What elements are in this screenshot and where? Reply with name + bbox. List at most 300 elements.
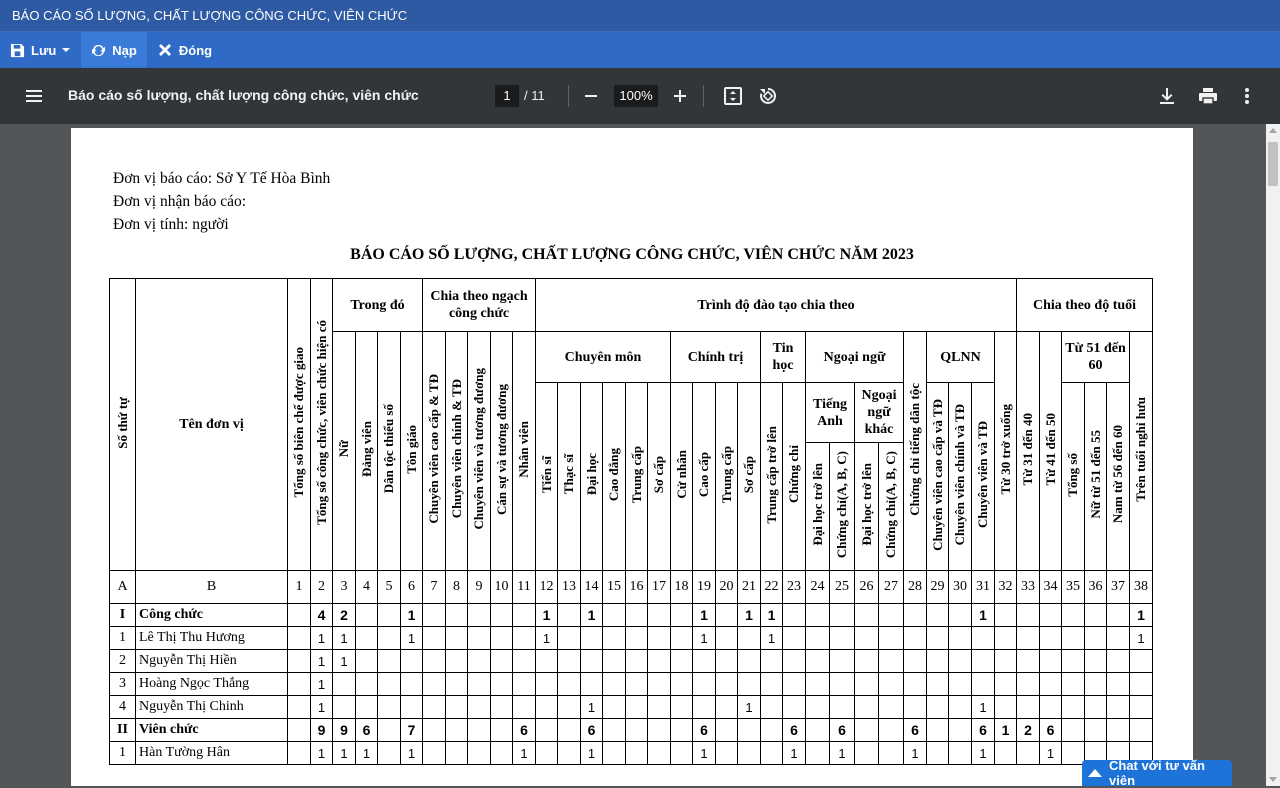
table-cell xyxy=(995,673,1017,696)
table-cell xyxy=(693,696,716,719)
header-cansu: Cán sự và tương đương xyxy=(491,332,513,571)
table-cell xyxy=(1085,650,1107,673)
table-cell xyxy=(558,627,581,650)
table-cell xyxy=(995,627,1017,650)
table-cell xyxy=(648,742,671,765)
table-cell: 1 xyxy=(401,627,423,650)
scroll-down-icon[interactable] xyxy=(1269,777,1277,782)
numbering-row xyxy=(110,571,1153,604)
table-cell xyxy=(806,673,830,696)
table-group-row xyxy=(110,604,1153,627)
table-cell xyxy=(491,719,513,742)
row-stt: 1 xyxy=(110,742,136,765)
header-cv: Chuyên viên và tương đương xyxy=(468,332,491,571)
header-tongiao: Tôn giáo xyxy=(401,332,423,571)
table-cell xyxy=(468,604,491,627)
table-cell xyxy=(1130,673,1153,696)
table-cell xyxy=(378,627,401,650)
table-cell xyxy=(927,604,949,627)
table-cell xyxy=(879,627,904,650)
table-cell xyxy=(423,627,446,650)
column-number: 8 xyxy=(446,571,468,604)
close-icon xyxy=(157,42,173,58)
table-cell xyxy=(927,719,949,742)
column-number: 29 xyxy=(927,571,949,604)
table-cell xyxy=(423,696,446,719)
table-cell xyxy=(423,604,446,627)
table-cell xyxy=(738,650,761,673)
table-cell: 1 xyxy=(311,673,333,696)
table-cell: 1 xyxy=(783,742,806,765)
table-cell xyxy=(972,627,995,650)
table-cell xyxy=(491,604,513,627)
table-cell xyxy=(581,627,603,650)
table-cell: 1 xyxy=(1130,604,1153,627)
table-cell xyxy=(378,696,401,719)
header-tiensi: Tiến sĩ xyxy=(536,383,558,571)
table-cell xyxy=(288,673,311,696)
column-number: 18 xyxy=(671,571,693,604)
table-cell xyxy=(1017,604,1040,627)
table-cell xyxy=(716,719,738,742)
table-cell xyxy=(830,696,855,719)
table-cell: 6 xyxy=(783,719,806,742)
header-socap: Sơ cấp xyxy=(648,383,671,571)
row-name: Viên chức xyxy=(136,719,288,742)
print-icon[interactable] xyxy=(1197,85,1219,107)
table-cell xyxy=(1040,604,1062,627)
table-cell xyxy=(949,696,972,719)
table-cell xyxy=(855,696,879,719)
header-ccabc2: Chứng chỉ(A, B, C) xyxy=(879,443,904,571)
table-cell xyxy=(423,742,446,765)
table-cell xyxy=(879,719,904,742)
close-button[interactable] xyxy=(147,32,222,68)
toolbar-divider xyxy=(568,85,569,107)
table-cell xyxy=(378,719,401,742)
table-cell xyxy=(603,673,626,696)
table-cell xyxy=(927,627,949,650)
column-number: 12 xyxy=(536,571,558,604)
table-cell xyxy=(716,604,738,627)
row-stt: 4 xyxy=(110,696,136,719)
table-cell: 1 xyxy=(333,650,356,673)
table-cell xyxy=(1017,650,1040,673)
table-cell xyxy=(927,650,949,673)
table-cell xyxy=(603,604,626,627)
table-cell xyxy=(995,604,1017,627)
table-cell xyxy=(603,627,626,650)
table-cell xyxy=(949,604,972,627)
header-t51: Từ 51 đến 60 xyxy=(1062,332,1130,383)
header-dhl1: Đại học trở lên xyxy=(806,443,830,571)
table-cell xyxy=(995,696,1017,719)
header-stt: Số thứ tự xyxy=(110,279,136,571)
column-number: B xyxy=(136,571,288,604)
table-cell xyxy=(671,696,693,719)
header-nnk: Ngoại ngữ khác xyxy=(855,383,904,443)
table-cell: 1 xyxy=(581,742,603,765)
table-cell xyxy=(288,696,311,719)
table-cell xyxy=(423,719,446,742)
unit-report: Đơn vị báo cáo: Sở Y Tế Hòa Bình xyxy=(113,170,331,187)
column-number: 5 xyxy=(378,571,401,604)
table-cell xyxy=(855,604,879,627)
table-cell: 1 xyxy=(995,719,1017,742)
table-cell xyxy=(536,650,558,673)
column-number: 3 xyxy=(333,571,356,604)
header-tongbien: Tổng số biên chế được giao xyxy=(288,279,311,571)
table-cell xyxy=(738,627,761,650)
column-number: 14 xyxy=(581,571,603,604)
row-name: Công chức xyxy=(136,604,288,627)
table-cell xyxy=(1130,696,1153,719)
table-cell xyxy=(806,604,830,627)
table-cell xyxy=(1062,742,1085,765)
table-cell xyxy=(1062,650,1085,673)
table-cell xyxy=(378,742,401,765)
row-stt: I xyxy=(110,604,136,627)
table-cell xyxy=(671,673,693,696)
column-number: 21 xyxy=(738,571,761,604)
table-cell: 7 xyxy=(401,719,423,742)
header-tinhoc: Tin học xyxy=(761,332,806,383)
table-cell xyxy=(468,719,491,742)
table-cell: 6 xyxy=(356,719,378,742)
column-number: 11 xyxy=(513,571,536,604)
table-cell: 1 xyxy=(761,627,783,650)
table-cell xyxy=(671,604,693,627)
table-cell: 9 xyxy=(311,719,333,742)
header-huu: Trên tuổi nghỉ hưu xyxy=(1130,332,1153,571)
table-cell xyxy=(830,673,855,696)
table-cell xyxy=(648,627,671,650)
table-cell xyxy=(1107,604,1130,627)
table-cell xyxy=(446,673,468,696)
row-stt: 3 xyxy=(110,673,136,696)
scroll-thumb[interactable] xyxy=(1268,142,1278,186)
table-cell: 1 xyxy=(693,742,716,765)
header-tin-cchi: Chứng chỉ xyxy=(783,383,806,571)
table-cell xyxy=(626,673,648,696)
table-cell xyxy=(671,650,693,673)
column-number: 27 xyxy=(879,571,904,604)
table-cell xyxy=(806,719,830,742)
column-number: 10 xyxy=(491,571,513,604)
table-cell xyxy=(1107,673,1130,696)
table-cell: 1 xyxy=(1130,627,1153,650)
report-title: BÁO CÁO SỐ LƯỢNG, CHẤT LƯỢNG CÔNG CHỨC, VIÊN CHỨC NĂM 2023 xyxy=(350,246,914,263)
table-cell: 1 xyxy=(311,650,333,673)
table-cell: 1 xyxy=(401,604,423,627)
table-cell: 1 xyxy=(536,627,558,650)
table-cell: 4 xyxy=(311,604,333,627)
table-cell xyxy=(558,696,581,719)
header-t41: Từ 41 đến 50 xyxy=(1040,332,1062,571)
table-cell xyxy=(446,696,468,719)
table-cell xyxy=(1040,627,1062,650)
plus-icon[interactable] xyxy=(669,85,691,107)
table-cell xyxy=(1062,673,1085,696)
table-cell xyxy=(761,742,783,765)
header-chuyenmon: Chuyên môn xyxy=(536,332,671,383)
table-cell xyxy=(648,696,671,719)
table-cell xyxy=(855,673,879,696)
header-trinhdo: Trình độ đào tạo chia theo xyxy=(536,279,1017,332)
table-cell xyxy=(1085,696,1107,719)
column-number: A xyxy=(110,571,136,604)
table-cell xyxy=(333,696,356,719)
window-title: BÁO CÁO SỐ LƯỢNG, CHẤT LƯỢNG CÔNG CHỨC, VIÊN CHỨC xyxy=(0,0,1280,32)
row-stt: 1 xyxy=(110,627,136,650)
column-number: 36 xyxy=(1085,571,1107,604)
download-icon[interactable] xyxy=(1156,85,1178,107)
table-cell xyxy=(904,696,927,719)
table-cell xyxy=(1062,604,1085,627)
table-cell xyxy=(716,673,738,696)
table-cell xyxy=(1107,650,1130,673)
table-cell xyxy=(855,719,879,742)
minus-icon[interactable] xyxy=(580,85,602,107)
table-row xyxy=(110,742,1153,765)
table-cell xyxy=(468,742,491,765)
table-cell: 1 xyxy=(581,696,603,719)
table-cell: 1 xyxy=(536,604,558,627)
table-row xyxy=(110,627,1153,650)
table-cell xyxy=(1040,650,1062,673)
table-cell xyxy=(491,673,513,696)
column-number: 31 xyxy=(972,571,995,604)
chat-button[interactable] xyxy=(1082,760,1232,786)
header-tienganh: Tiếng Anh xyxy=(806,383,855,443)
table-cell: 1 xyxy=(738,604,761,627)
page-number-input[interactable]: 1 xyxy=(495,85,519,107)
table-cell xyxy=(288,627,311,650)
column-number: 25 xyxy=(830,571,855,604)
save-button[interactable] xyxy=(0,32,81,68)
table-cell xyxy=(626,719,648,742)
table-cell xyxy=(558,719,581,742)
row-name: Hoàng Ngọc Thắng xyxy=(136,673,288,696)
table-cell xyxy=(603,696,626,719)
table-row xyxy=(110,696,1153,719)
table-cell xyxy=(1085,719,1107,742)
table-cell: 1 xyxy=(333,742,356,765)
table-cell xyxy=(1130,719,1153,742)
column-number: 30 xyxy=(949,571,972,604)
header-thacsi: Thạc sĩ xyxy=(558,383,581,571)
table-cell xyxy=(855,627,879,650)
table-cell xyxy=(648,673,671,696)
table-cell xyxy=(626,696,648,719)
header-dotuoi: Chia theo độ tuổi xyxy=(1017,279,1153,332)
zoom-input[interactable]: 100% xyxy=(614,85,658,107)
table-cell: 1 xyxy=(311,696,333,719)
table-cell xyxy=(1130,650,1153,673)
table-cell: 1 xyxy=(401,742,423,765)
table-cell xyxy=(927,742,949,765)
scrollbar[interactable] xyxy=(1266,124,1280,786)
table-cell xyxy=(830,604,855,627)
table-cell xyxy=(879,742,904,765)
column-number: 17 xyxy=(648,571,671,604)
table-cell xyxy=(1017,742,1040,765)
table-cell xyxy=(927,673,949,696)
table-cell xyxy=(949,650,972,673)
table-cell: 1 xyxy=(972,604,995,627)
column-number: 24 xyxy=(806,571,830,604)
table-cell xyxy=(378,604,401,627)
header-trungcap: Trung cấp xyxy=(626,383,648,571)
pdf-title: Báo cáo số lượng, chất lượng công chức, viên chức xyxy=(68,87,419,103)
header-socap-ct: Sơ cấp xyxy=(738,383,761,571)
chevron-down-icon[interactable] xyxy=(61,45,71,55)
header-cvc: Chuyên viên chính & TĐ xyxy=(446,332,468,571)
table-group-row xyxy=(110,719,1153,742)
table-cell xyxy=(995,650,1017,673)
table-cell xyxy=(513,604,536,627)
table-cell: 1 xyxy=(333,627,356,650)
table-cell xyxy=(536,742,558,765)
table-cell xyxy=(626,604,648,627)
table-cell xyxy=(581,650,603,673)
header-tongso: Tổng số công chức, viên chức hiện có xyxy=(311,279,333,571)
table-row xyxy=(110,673,1153,696)
table-cell: 1 xyxy=(693,627,716,650)
table-cell xyxy=(783,650,806,673)
header-dhl2: Đại học trở lên xyxy=(855,443,879,571)
save-icon xyxy=(10,43,25,58)
header-cunhan: Cử nhân xyxy=(671,383,693,571)
column-number: 9 xyxy=(468,571,491,604)
table-cell xyxy=(904,673,927,696)
table-cell xyxy=(491,627,513,650)
table-cell xyxy=(513,650,536,673)
row-name: Nguyễn Thị Chinh xyxy=(136,696,288,719)
header-q2: Chuyên viên chính và TĐ xyxy=(949,383,972,571)
table-cell: 9 xyxy=(333,719,356,742)
column-number: 20 xyxy=(716,571,738,604)
refresh-icon xyxy=(91,43,106,58)
table-cell: 1 xyxy=(311,627,333,650)
table-cell xyxy=(536,696,558,719)
table-cell xyxy=(446,650,468,673)
table-cell xyxy=(648,650,671,673)
table-cell xyxy=(949,719,972,742)
chat-label: Chat với tư vấn viên xyxy=(1109,758,1205,788)
table-cell xyxy=(1017,627,1040,650)
table-cell xyxy=(904,650,927,673)
table-cell xyxy=(995,742,1017,765)
table-cell xyxy=(288,719,311,742)
table-cell xyxy=(468,650,491,673)
toolbar-divider xyxy=(703,85,704,107)
table-cell xyxy=(1085,627,1107,650)
table-cell xyxy=(972,673,995,696)
table-cell xyxy=(446,604,468,627)
column-number: 37 xyxy=(1107,571,1130,604)
report-table xyxy=(109,278,1153,765)
table-cell xyxy=(558,604,581,627)
table-cell xyxy=(401,673,423,696)
pdf-viewer[interactable] xyxy=(0,124,1266,786)
header-dangvien: Đảng viên xyxy=(356,332,378,571)
header-cvcc: Chuyên viên cao cấp & TĐ xyxy=(423,332,446,571)
table-cell xyxy=(1017,696,1040,719)
table-cell xyxy=(693,673,716,696)
fit-page-icon[interactable] xyxy=(722,85,744,107)
header-nhanvien: Nhân viên xyxy=(513,332,536,571)
table-cell: 1 xyxy=(761,604,783,627)
column-number: 38 xyxy=(1130,571,1153,604)
table-cell xyxy=(879,673,904,696)
column-number: 26 xyxy=(855,571,879,604)
table-cell: 1 xyxy=(830,742,855,765)
reload-button[interactable] xyxy=(81,32,147,68)
table-cell xyxy=(513,627,536,650)
table-cell xyxy=(879,696,904,719)
table-cell xyxy=(949,742,972,765)
scroll-up-icon[interactable] xyxy=(1269,128,1277,133)
header-q3: Chuyên viên và TĐ xyxy=(972,383,995,571)
header-trongdo: Trong đó xyxy=(333,279,423,332)
table-cell xyxy=(423,650,446,673)
header-caodang: Cao đẳng xyxy=(603,383,626,571)
header-t31: Từ 31 đến 40 xyxy=(1017,332,1040,571)
more-vert-icon[interactable] xyxy=(1236,85,1258,107)
table-cell: 6 xyxy=(904,719,927,742)
column-number: 23 xyxy=(783,571,806,604)
table-cell xyxy=(648,719,671,742)
table-cell xyxy=(806,696,830,719)
unit-measure: Đơn vị tính: người xyxy=(113,216,229,233)
table-cell xyxy=(513,696,536,719)
header-trungcap-ct: Trung cấp xyxy=(716,383,738,571)
menu-icon[interactable] xyxy=(24,86,44,106)
rotate-icon[interactable] xyxy=(757,85,779,107)
table-cell xyxy=(536,719,558,742)
table-cell xyxy=(1040,673,1062,696)
table-cell: 2 xyxy=(333,604,356,627)
header-caocap: Cao cấp xyxy=(693,383,716,571)
header-name: Tên đơn vị xyxy=(136,279,288,571)
table-cell xyxy=(446,627,468,650)
table-cell xyxy=(558,650,581,673)
table-cell xyxy=(855,742,879,765)
table-cell xyxy=(1017,673,1040,696)
table-cell xyxy=(288,650,311,673)
table-cell xyxy=(468,627,491,650)
table-cell xyxy=(446,719,468,742)
row-name: Hàn Tường Hân xyxy=(136,742,288,765)
header-tongso51: Tổng số xyxy=(1062,383,1085,571)
table-cell xyxy=(783,604,806,627)
table-cell xyxy=(491,650,513,673)
table-cell xyxy=(1107,696,1130,719)
table-cell xyxy=(693,650,716,673)
table-cell xyxy=(738,742,761,765)
table-cell xyxy=(648,604,671,627)
column-number: 1 xyxy=(288,571,311,604)
table-cell xyxy=(356,650,378,673)
row-stt: 2 xyxy=(110,650,136,673)
chevron-up-icon xyxy=(1088,769,1102,777)
table-cell xyxy=(830,627,855,650)
table-cell xyxy=(468,673,491,696)
table-cell xyxy=(761,650,783,673)
table-cell xyxy=(716,650,738,673)
table-cell xyxy=(401,696,423,719)
